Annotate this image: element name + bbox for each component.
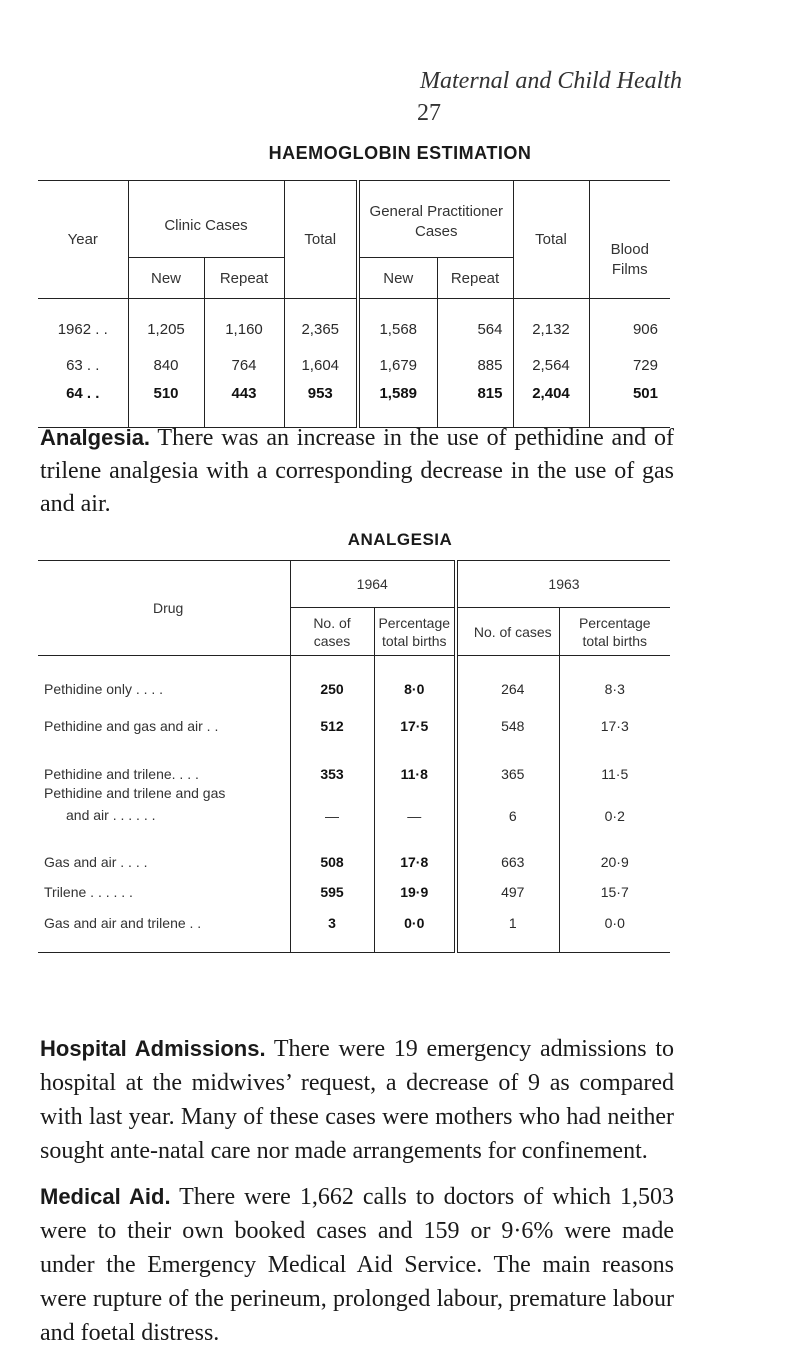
col-header-gp-new: New xyxy=(358,258,437,299)
table-row xyxy=(38,832,670,874)
cell-drug: Pethidine and trilene. . . . xyxy=(44,765,199,782)
col-header-year: Year xyxy=(38,181,128,299)
page-number: 27 xyxy=(417,100,441,126)
cell-cases-1964: 3 xyxy=(290,911,374,953)
cell-year: 64 . . xyxy=(66,385,100,402)
table-row xyxy=(38,911,670,953)
cell-gp-new: 1,589 xyxy=(358,383,437,427)
col-header-1963: 1963 xyxy=(456,561,670,608)
cell-blood-films: 906 xyxy=(589,299,670,348)
hospital-admissions-paragraph xyxy=(40,1032,674,1168)
cell-cases-1964: 595 xyxy=(290,874,374,911)
cell-cases-1963: 6 xyxy=(508,807,517,824)
col-header-new: New xyxy=(128,258,204,299)
cell-drug: Pethidine and gas and air . . xyxy=(44,718,219,734)
table-row xyxy=(38,656,670,708)
cell-pct-1964: 17·8 xyxy=(374,832,456,874)
cell-total-2: 2,404 xyxy=(513,383,589,427)
col-header-total-2: Total xyxy=(513,181,589,299)
col-header-repeat: Repeat xyxy=(204,258,284,299)
cell-year: 63 . . xyxy=(66,356,100,374)
col-header-clinic-cases: Clinic Cases xyxy=(128,181,284,258)
cell-pct-1963: 0·2 xyxy=(559,782,670,832)
cell-cases-1963: 548 xyxy=(501,718,525,734)
cell-cases-1964: 508 xyxy=(290,832,374,874)
table-row xyxy=(38,874,670,911)
cell-cases-1964: — xyxy=(290,782,374,832)
table-row xyxy=(38,745,670,782)
cell-gp-repeat: 815 xyxy=(437,383,513,427)
cell-blood-films: 501 xyxy=(589,383,670,427)
cell-pct-1963: 11·5 xyxy=(559,745,670,782)
cell-year: 1962 . . xyxy=(57,320,108,338)
cell-total-2: 2,564 xyxy=(513,347,589,383)
table-row xyxy=(38,347,670,383)
cell-pct-1964: — xyxy=(374,782,456,832)
col-header-no-cases: No. of cases xyxy=(290,608,374,656)
medical-aid-paragraph xyxy=(40,1180,674,1350)
cell-gp-new: 1,679 xyxy=(358,347,437,383)
cell-pct-1963: 17·3 xyxy=(559,708,670,745)
analgesia-heading: Analgesia. xyxy=(40,425,151,450)
cell-cases-1964: 250 xyxy=(290,656,374,708)
medical-aid-text: There were 1,662 calls to doctors of which 1,503 were to their own booked cases and 159 or 9·6% were made under the Emergency Medical Aid Service. The main reasons were rupture of the perineum, prolonged labour, premature labour and foetal distress. xyxy=(40,1184,674,1346)
medical-aid-heading: Medical Aid. xyxy=(40,1184,171,1209)
cell-total: 953 xyxy=(284,383,358,427)
cell-cases-1964: 353 xyxy=(290,745,374,782)
cell-pct-1964: 8·0 xyxy=(374,656,456,708)
cell-drug-line-1: Pethidine and trilene and gas xyxy=(44,784,226,801)
cell-clinic-new: 510 xyxy=(128,383,204,427)
analgesia-table-title: ANALGESIA xyxy=(347,530,453,549)
col-header-1964: 1964 xyxy=(290,561,456,608)
col-header-blood-films: Blood Films xyxy=(589,181,670,299)
cell-pct-1964: 11·8 xyxy=(374,745,456,782)
cell-drug: Trilene . . . . . . xyxy=(44,884,133,900)
col-header-percentage: Percentage total births xyxy=(374,608,456,656)
cell-pct-1963: 0·0 xyxy=(559,911,670,953)
cell-clinic-repeat: 443 xyxy=(204,383,284,427)
hospital-admissions-text: There were 19 emergency admissions to hospital at the midwives’ request, a decrease of 9 as compared with last year. Many of these cases were mothers who had neither sought ante-natal care nor made arrangements for confinement. xyxy=(40,1036,674,1164)
cell-drug: Pethidine only . . . . xyxy=(44,680,164,697)
cell-cases-1963: 663 xyxy=(501,853,525,870)
cell-pct-1964: 0·0 xyxy=(374,911,456,953)
haemoglobin-table xyxy=(38,180,670,428)
cell-clinic-repeat: 1,160 xyxy=(204,299,284,348)
col-header-gp-repeat: Repeat xyxy=(437,258,513,299)
cell-cases-1963: 365 xyxy=(501,765,525,782)
hospital-admissions-heading: Hospital Admissions. xyxy=(40,1036,266,1061)
cell-gp-repeat: 885 xyxy=(437,347,513,383)
col-header-drug: Drug xyxy=(38,561,290,656)
analgesia-table xyxy=(38,560,670,953)
col-header-total: Total xyxy=(284,181,358,299)
cell-total: 2,365 xyxy=(284,299,358,348)
cell-clinic-new: 840 xyxy=(128,347,204,383)
cell-drug-line-2: and air . . . . . . xyxy=(66,806,156,823)
cell-pct-1964: 17·5 xyxy=(374,708,456,745)
cell-blood-films: 729 xyxy=(589,347,670,383)
cell-pct-1963: 20·9 xyxy=(559,832,670,874)
cell-cases-1963: 1 xyxy=(508,914,517,931)
cell-pct-1963: 15·7 xyxy=(559,874,670,911)
running-header: Maternal and Child Health xyxy=(420,68,682,94)
cell-gp-repeat: 564 xyxy=(437,299,513,348)
cell-clinic-new: 1,205 xyxy=(128,299,204,348)
cell-pct-1963: 8·3 xyxy=(559,656,670,708)
table-row xyxy=(38,708,670,745)
table-row xyxy=(38,782,670,832)
cell-cases-1963: 497 xyxy=(501,884,525,900)
cell-clinic-repeat: 764 xyxy=(204,347,284,383)
cell-cases-1963: 264 xyxy=(501,680,525,697)
cell-pct-1964: 19·9 xyxy=(374,874,456,911)
cell-cases-1964: 512 xyxy=(290,708,374,745)
cell-total-2: 2,132 xyxy=(513,299,589,348)
cell-drug: Gas and air . . . . xyxy=(44,853,148,870)
col-header-gp-cases: General Practitioner Cases xyxy=(358,181,513,258)
haemoglobin-table-title: HAEMOGLOBIN ESTIMATION xyxy=(268,143,532,163)
analgesia-paragraph xyxy=(40,421,674,521)
cell-drug: Gas and air and trilene . . xyxy=(44,914,202,931)
table-row xyxy=(38,299,670,348)
col-header-no-cases-2: No. of cases xyxy=(467,608,559,656)
cell-drug xyxy=(38,782,290,832)
cell-total: 1,604 xyxy=(284,347,358,383)
col-header-percentage-2: Percentage total births xyxy=(559,608,670,656)
analgesia-text: There was an increase in the use of pethidine and of trilene analgesia with a corresponding decrease in the use of gas and air. xyxy=(40,425,674,517)
cell-gp-new: 1,568 xyxy=(358,299,437,348)
